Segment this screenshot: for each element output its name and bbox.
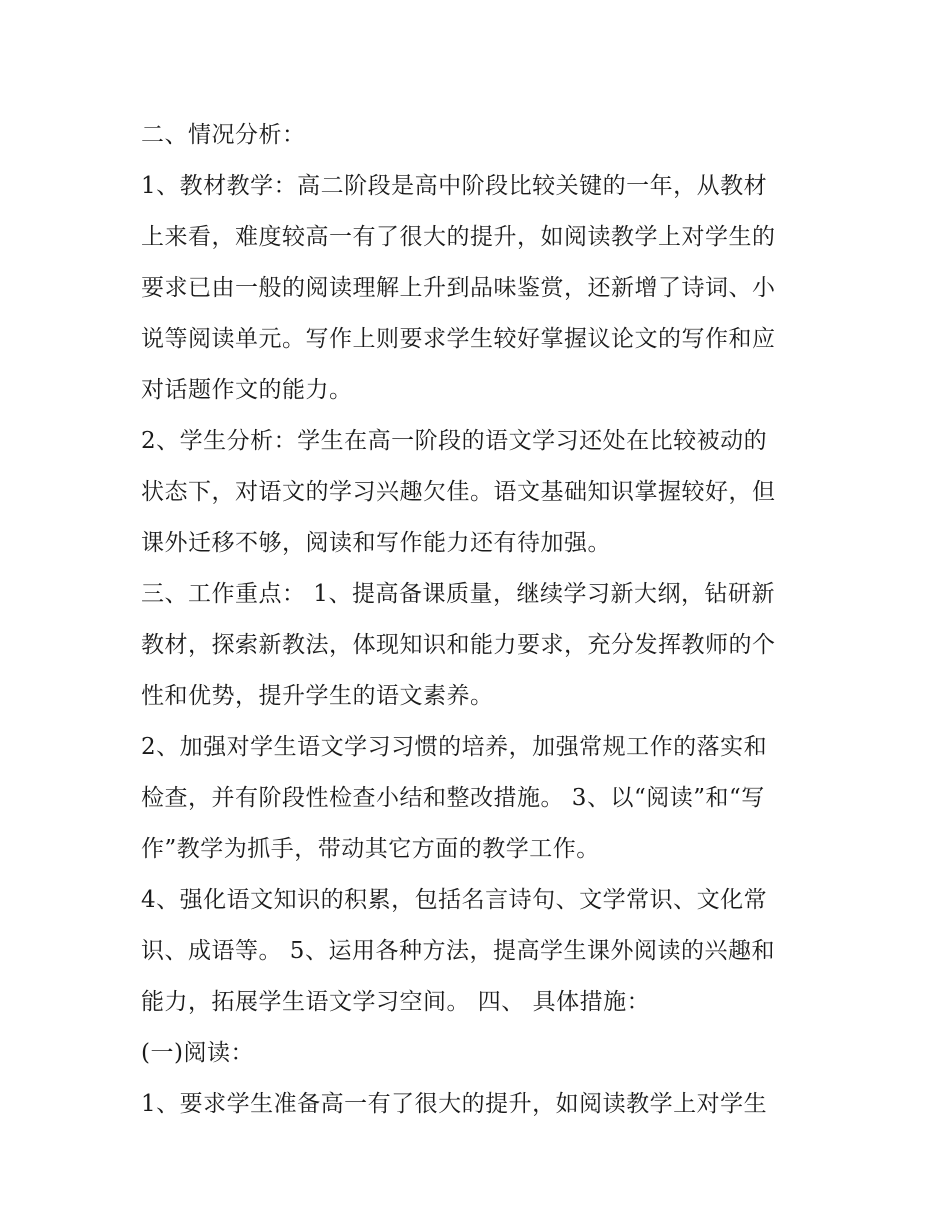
text-line: 4、强化语文知识的积累，包括名言诗句、文学常识、文化常 [141,887,768,913]
text-line: 上来看，难度较高一有了很大的提升，如阅读教学上对学生的 [141,224,776,250]
text-line: 能力，拓展学生语文学习空间。 四、 具体措施： [141,989,651,1015]
text-line: 三、工作重点： 1、提高备课质量，继续学习新大纲，钻研新 [141,581,775,607]
paragraph-study-habits [141,722,821,875]
text-line: 作”教学为抓手，带动其它方面的教学工作。 [141,836,600,862]
text-line: 状态下，对语文的学习兴趣欠佳。语文基础知识掌握较好，但 [141,479,776,505]
text-line: 课外迁移不够，阅读和写作能力还有待加强。 [141,530,611,556]
paragraph-knowledge-accumulation [141,875,821,1028]
text-line: 1、要求学生准备高一有了很大的提升，如阅读教学上对学生 [141,1091,768,1117]
text-line: 2、学生分析：学生在高一阶段的语文学习还处在比较被动的 [141,428,768,454]
text-line: 性和优势，提升学生的语文素养。 [141,683,494,709]
text-line: 教材，探索新教法，体现知识和能力要求，充分发挥教师的个 [141,632,776,658]
paragraph-reading-requirement [141,1079,821,1130]
text-line: 1、教材教学：高二阶段是高中阶段比较关键的一年，从教材 [141,173,768,199]
text-line: 说等阅读单元。写作上则要求学生较好掌握议论文的写作和应 [141,326,776,352]
document-body [141,110,821,1130]
section-heading-situation-analysis [141,110,821,161]
text-line: 2、加强对学生语文学习习惯的培养，加强常规工作的落实和 [141,734,768,760]
text-line: 识、成语等。 5、运用各种方法，提高学生课外阅读的兴趣和 [141,938,775,964]
paragraph-work-focus [141,569,821,722]
paragraph-textbook-teaching [141,161,821,416]
text-line: (一)阅读： [141,1040,254,1066]
text-line: 要求已由一般的阅读理解上升到品味鉴赏，还新增了诗词、小 [141,275,776,301]
text-line: 检查，并有阶段性检查小结和整改措施。 3、以“阅读”和“写 [141,785,765,811]
paragraph-student-analysis [141,416,821,569]
text-line: 二、情况分析： [141,122,306,148]
subheading-reading [141,1028,821,1079]
text-line: 对话题作文的能力。 [141,377,353,403]
